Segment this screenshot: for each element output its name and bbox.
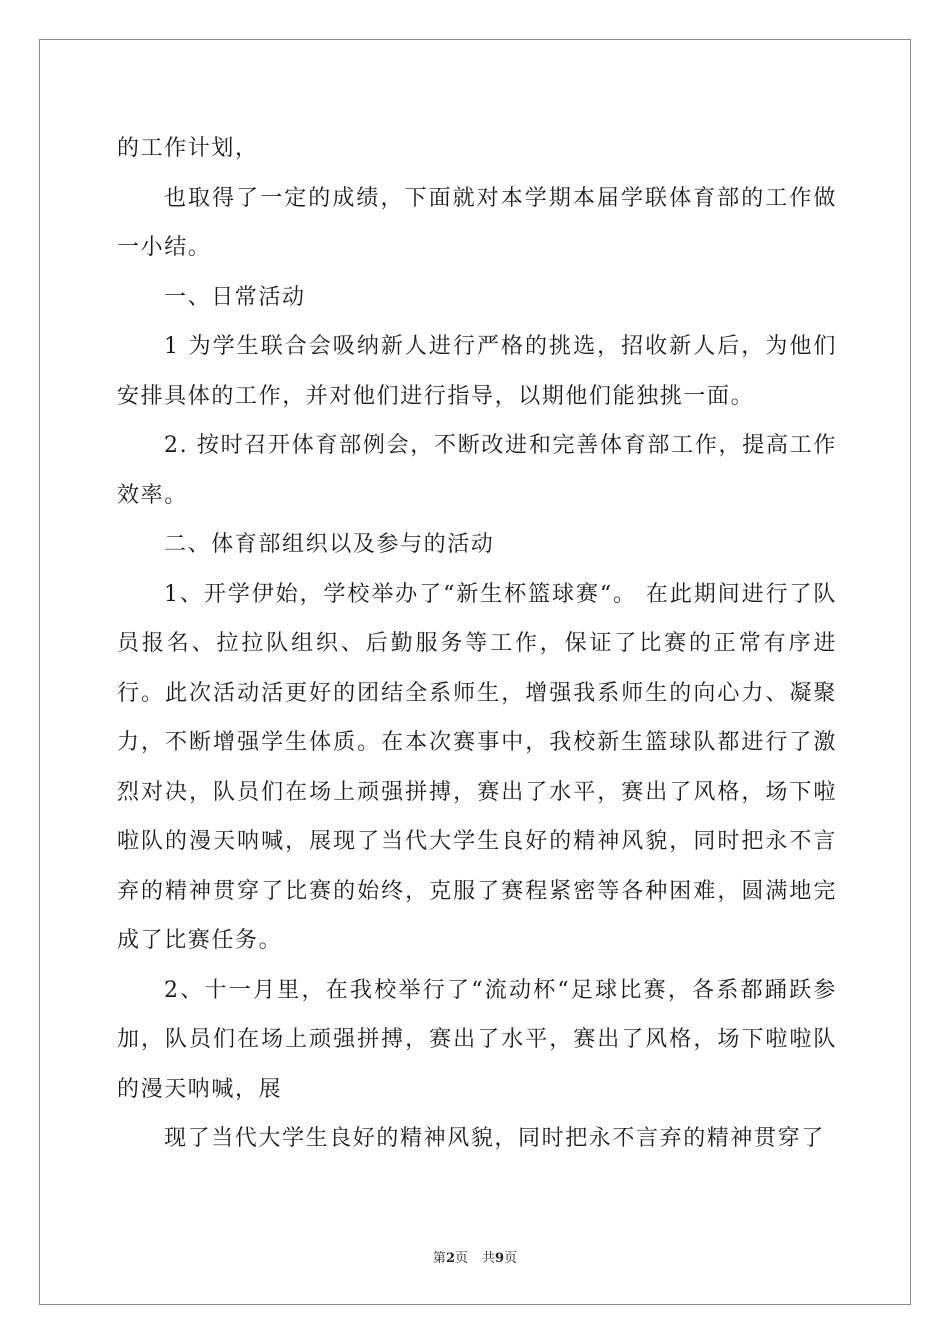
section-heading: 二、体育部组织以及参与的活动: [164, 532, 495, 557]
total-prefix: 共: [482, 1251, 496, 1266]
paragraph: 2. 按时召开体育部例会，不断改进和完善体育部工作，提高工作效率。: [117, 433, 837, 508]
current-page-number: 2: [445, 1251, 455, 1266]
paragraph: 现了当代大学生良好的精神风貌，同时把永不言弃的精神贯穿了: [164, 1126, 825, 1151]
paragraph: 的工作计划，: [117, 136, 259, 161]
page-suffix: 页: [454, 1251, 468, 1266]
total-suffix: 页: [504, 1251, 518, 1266]
paragraph: 1 为学生联合会吸纳新人进行严格的挑选，招收新人后，为他们安排具体的工作，并对他们进行指导，以期他们能独挑一面。: [117, 334, 837, 409]
paragraph: 1、开学伊始，学校举办了“新生杯篮球赛“。 在此期间进行了队员报名、拉拉队组织、后勤服务等工作，保证了比赛的正常有序进行。此次活动活更好的团结全系师生，增强我系师生的向心力、凝聚力，不断增强学生体质。在本次赛事中，我校新生篮球队都进行了激烈对决，队员们在场上顽强拼搏，赛出了水平，赛出了风格，场下啦啦队的漫天呐喊，展现了当代大学生良好的精神风貌，同时把永不言弃的精神贯穿了比赛的始终，克服了赛程紧密等各种困难，圆满地完成了比赛任务。: [117, 581, 837, 953]
paragraph: 2、十一月里，在我校举行了“流动杯“足球比赛，各系都踊跃参加，队员们在场上顽强拼搏，赛出了水平，赛出了风格，场下啦啦队的漫天呐喊，展: [117, 977, 837, 1102]
section-heading: 一、日常活动: [164, 284, 306, 310]
total-pages-number: 9: [495, 1251, 505, 1266]
page-prefix: 第: [432, 1251, 446, 1266]
page-footer: [0, 1247, 950, 1266]
paragraph: 也取得了一定的成绩，下面就对本学期本届学联体育部的工作做一小结。: [117, 185, 837, 260]
document-body: [117, 124, 837, 1164]
